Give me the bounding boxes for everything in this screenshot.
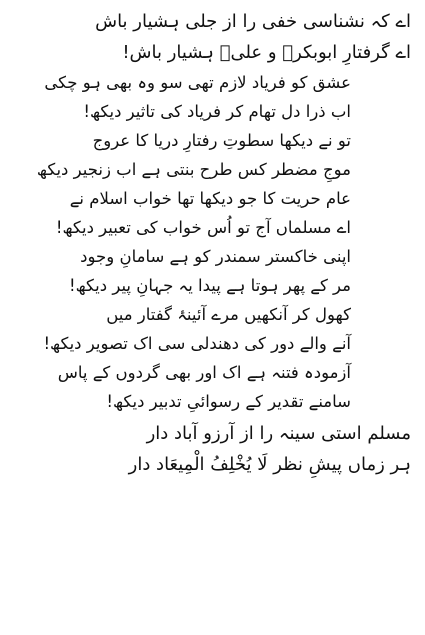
closing-verse-1: مسلم استی سینہ را از آرزو آباد دار [146,423,411,444]
verse-line-7: اپنی خاکستر سمندر کو ہے سامانِ وجود [80,247,351,266]
verse-line-3: تو نے دیکھا سطوتِ رفتارِ دریا کا عروج [92,131,351,150]
verse-line-6: اے مسلماں آج تو اُس خواب کی تعبیر دیکھ! [55,218,351,237]
verse-line-12: سامنے تقدیر کے رسوائیِ تدبیر دیکھ! [106,392,351,411]
verse-line-2: اب ذرا دل تھام کر فریاد کی تاثیر دیکھ! [83,102,351,121]
opening-verse-2: اے گرفتارِ ابوبکرؓ و علیؓ ہشیار باش! [122,42,411,63]
verse-line-11: آزمودہ فتنہ ہے اک اور بھی گردوں کے پاس [57,363,351,382]
verse-line-10: آنے والے دور کی دھندلی سی اک تصویر دیکھ! [43,334,351,353]
opening-verse-1: اے کہ نشناسی خفی را از جلی ہشیار باش [95,11,411,32]
verse-line-1: عشق کو فریاد لازم تھی سو وہ بھی ہو چکی [44,73,351,92]
verse-line-4: موجِ مضطر کس طرح بنتی ہے اب زنجیر دیکھ [36,160,351,179]
closing-verse-2: ہر زماں پیشِ نظر لَا یُخْلِفُ الْمِیعَاد دار [128,454,411,475]
verse-line-5: عام حریت کا جو دیکھا تھا خواب اسلام نے [69,189,351,208]
verse-line-9: کھول کر آنکھیں مرے آئینۂ گفتار میں [106,305,351,324]
verse-line-8: مر کے پھر ہوتا ہے پیدا یہ جہانِ پیر دیکھ! [69,276,351,295]
